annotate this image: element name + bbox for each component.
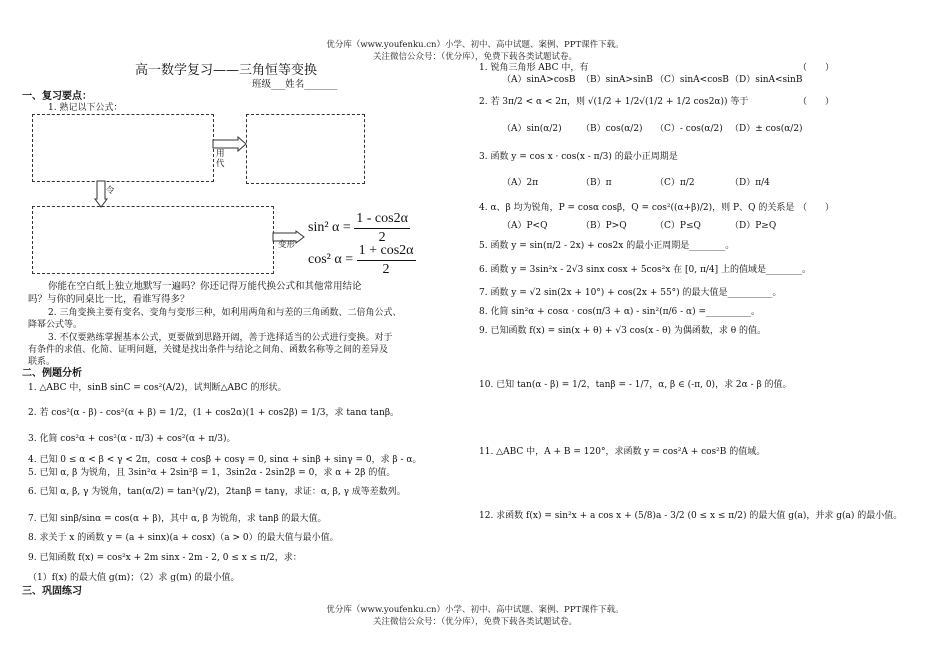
section-2-heading: 二、例题分析 <box>22 368 82 379</box>
page-title: 高一数学复习——三角恒等变换 <box>135 63 318 78</box>
formula-1-denominator: 2 <box>378 229 386 245</box>
q2-option-b: （B）cos(α/2) <box>581 124 643 134</box>
formula-1-lhs: sin² α = <box>308 220 351 236</box>
question-1-answer-paren: （ ） <box>798 63 835 73</box>
example-5: 5. 已知 α, β 为锐角，且 3sin²α + 2sin²β = 1，3sin2α - 2sin2β = 0，求 α + 2β 的值。 <box>28 468 396 478</box>
q2-option-c: （C）- cos(α/2) <box>655 124 723 134</box>
formula-2-numerator: 1 + cos2α <box>357 242 416 261</box>
label-bianxing: 变形 <box>278 240 296 250</box>
header-line-1: 优分库（www.youfenku.cn）小学、初中、高中试题、案例、PPT课件下载。 <box>326 40 624 50</box>
question-7: 7. 函数 y = √2 sin(2x + 10°) + cos(2x + 55°) 的最大值是__________。 <box>479 288 782 298</box>
q4-option-d: （D）P≥Q <box>730 221 777 231</box>
point-3-line-3: 联系。 <box>28 357 56 367</box>
question-9: 9. 已知函数 f(x) = sin(x + θ) + √3 cos(x - θ) 为偶函数，求 θ 的值。 <box>479 326 767 336</box>
example-2: 2. 若 cos²(α - β) - cos²(α + β) = 1/2，(1 + cos2α)(1 + cos2β) = 1/3，求 tanα tanβ。 <box>28 408 400 418</box>
formula-1-numerator: 1 - cos2α <box>354 210 410 229</box>
formula-sin-squared <box>308 210 410 246</box>
point-3-line-2: 有条件的求值、化简、证明问题，关键是找出条件与结论之间角、函数名称等之间的差异及 <box>28 345 389 355</box>
label-ling: 令 <box>106 186 115 196</box>
example-3: 3. 化简 cos²α + cos²(α - π/3) + cos²(α + π/3)。 <box>28 434 236 444</box>
q4-option-c: （C）P≤Q <box>655 221 701 231</box>
q2-option-d: （D）± cos(α/2) <box>730 124 803 134</box>
example-7: 7. 已知 sinβ/sinα = cos(α + β)，其中 α, β 为锐角，求 tanβ 的最大值。 <box>28 514 327 524</box>
example-1: 1. △ABC 中，sinB sinC = cos²(A/2)，试判断△ABC 的形状。 <box>28 383 287 393</box>
q1-option-a: （A）sinA>cosB <box>502 75 576 85</box>
section-1-heading: 一、复习要点： <box>22 91 92 102</box>
question-3: 3. 函数 y = cos x · cos(x - π/3) 的最小正周期是 <box>479 152 678 162</box>
q4-option-b: （B）P>Q <box>581 221 627 231</box>
class-name-line: 班级___姓名_______ <box>252 79 338 90</box>
formula-box-1 <box>32 114 214 182</box>
example-6: 6. 已知 α, β, γ 为锐角，tan(α/2) = tan³(γ/2)，2tanβ = tanγ，求证：α, β, γ 成等差数列。 <box>28 487 406 497</box>
formula-box-3 <box>32 206 274 274</box>
question-2: 2. 若 3π/2 < α < 2π，则 √(1/2 + 1/2√(1/2 + 1/2 cos2α)) 等于 <box>479 97 749 107</box>
question-6: 6. 函数 y = 3sin²x - 2√3 sinx cosx + 5cos²x 在 [0, π/4] 上的值域是________。 <box>479 265 812 275</box>
q1-option-b: （B）sinA>sinB <box>581 75 653 85</box>
q2-option-a: （A）sin(α/2) <box>502 124 562 134</box>
question-10: 10. 已知 tan(α - β) = 1/2，tanβ = - 1/7，α, β ∈ (-π, 0)，求 2α - β 的值。 <box>479 380 792 390</box>
footer-line-1: 优分库（www.youfenku.cn）小学、初中、高中试题、案例、PPT课件下载。 <box>326 605 624 615</box>
example-4: 4. 已知 0 ≤ α < β < γ < 2π，cosα + cosβ + cosγ = 0, sinα + sinβ + sinγ = 0，求 β - α。 <box>28 455 422 465</box>
q3-option-a: （A）2π <box>502 178 539 188</box>
question-8: 8. 化简 sin²α + cosα · cos(π/3 + α) - sin²(π/6 - α) =__________。 <box>479 307 761 317</box>
q3-option-d: （D）π/4 <box>730 178 770 188</box>
note-line-1: 你能在空白纸上独立地默写一遍吗？你还记得万能代换公式和其他常用结论 <box>48 281 362 292</box>
point-3-line-1: 3. 不仅要熟练掌握基本公式，更要做到思路开阔，善于选择适当的公式进行变换。对于 <box>48 333 393 343</box>
formula-box-2 <box>246 114 365 184</box>
question-2-answer-paren: （ ） <box>798 97 835 107</box>
header-line-2: 关注微信公众号：（优分库），免费下载各类试题试卷。 <box>372 52 577 62</box>
question-5: 5. 函数 y = sin(π/2 - 2x) + cos2x 的最小正周期是________。 <box>479 241 735 251</box>
point-2-line-1: 2. 三角变换主要有变名、变角与变形三种，如利用两角和与差的三角函数、二倍角公式、 <box>48 308 402 318</box>
question-12: 12. 求函数 f(x) = sin²x + a cos x + (5/8)a - 3/2 (0 ≤ x ≤ π/2) 的最大值 g(a)，并求 g(a) 的最小值。 <box>479 511 903 521</box>
section-3-heading: 三、巩固练习 <box>22 586 82 597</box>
example-9: 9. 已知函数 f(x) = cos²x + 2m sinx - 2m - 2, 0 ≤ x ≤ π/2，求： <box>28 553 302 563</box>
point-2-line-2: 降幂公式等。 <box>28 320 83 330</box>
formula-cos-squared <box>308 242 416 278</box>
example-9-parts: （1）f(x) 的最大值 g(m)；（2）求 g(m) 的最小值。 <box>28 573 240 583</box>
label-yong: 用 <box>216 149 225 159</box>
example-8: 8. 求关于 x 的函数 y = (a + sinx)(a + cosx)（a > 0）的最大值与最小值。 <box>28 533 339 543</box>
q1-option-c: （C）sinA<cosB <box>655 75 729 85</box>
formula-2-denominator: 2 <box>382 261 390 277</box>
label-dai: 代 <box>216 159 225 169</box>
note-line-2: 吗？与你的同桌比一比，看谁写得多？ <box>28 294 190 305</box>
q3-option-c: （C）π/2 <box>655 178 695 188</box>
question-4-answer-paren: （ ） <box>798 203 835 213</box>
question-1: 1. 锐角三角形 ABC 中，有 <box>479 63 589 73</box>
question-11: 11. △ABC 中，A + B = 120°，求函数 y = cos²A + cos²B 的值域。 <box>479 447 766 457</box>
q3-option-b: （B）π <box>581 178 612 188</box>
footer-line-2: 关注微信公众号：（优分库），免费下载各类试题试卷。 <box>372 617 577 627</box>
question-4: 4. α、β 均为锐角，P = cosα cosβ，Q = cos²((α+β)/2)，则 P、Q 的关系是 <box>479 203 795 213</box>
point-1: 1. 熟记以下公式： <box>48 103 123 113</box>
q1-option-d: （D）sinA<sinB <box>730 75 803 85</box>
formula-2-lhs: cos² α = <box>308 252 354 268</box>
q4-option-a: （A）P<Q <box>502 221 548 231</box>
